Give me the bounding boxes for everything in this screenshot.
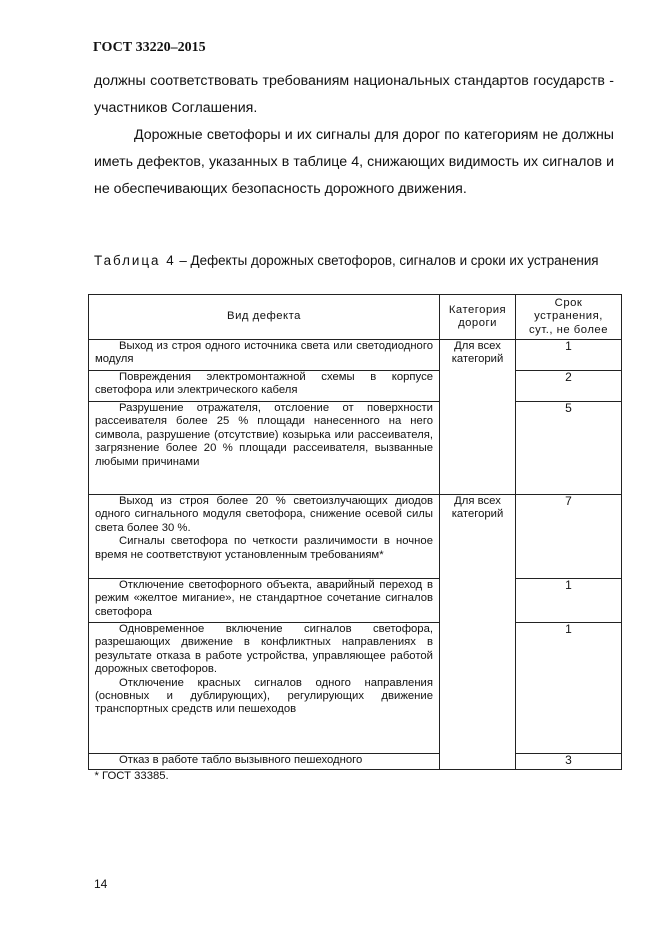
category-cell: Для всех категорий xyxy=(440,340,516,495)
defect-cell: Отказ в работе табло вызывного пешеходного xyxy=(89,754,440,770)
table-row xyxy=(89,579,622,623)
defect-cell: Отключение светофорного объекта, аварийный переход в режим «желтое мигание», не стандартное сочетание сигналов светофора xyxy=(89,579,440,623)
defect-cell: Выход из строя одного источника света или светодиодного модуля xyxy=(89,340,440,371)
header-term: Срок устранения, сут., не более xyxy=(516,295,622,340)
category-cell: Для всех категорий xyxy=(440,495,516,770)
table-caption xyxy=(94,253,614,269)
defect-cell: Одновременное включение сигналов светофора, разрешающих движение в конфликтных направлениях в результате отказа в работе устройства, управляющее работой дорожных светофоров. Отключение красных сигналов одного направления (основных и дублирующих), регулирующих движение транспортных средств или пешеходов xyxy=(89,623,440,754)
paragraph-2: Дорожные светофоры и их сигналы для дорог по категориям не должны иметь дефектов, указанных в таблице 4, снижающих видимость их сигналов и не обеспечивающих безопасность дорожного движения. xyxy=(94,127,614,197)
table-caption-number: Таблица 4 xyxy=(94,253,176,268)
table-caption-text: – Дефекты дорожных светофоров, сигналов и сроки их устранения xyxy=(175,253,599,268)
table-row xyxy=(89,495,622,579)
table-header-row xyxy=(89,295,622,340)
table-row xyxy=(89,623,622,754)
table-footnote-row xyxy=(89,770,622,784)
header-defect: Вид дефекта xyxy=(89,295,440,340)
header-category: Категория дороги xyxy=(440,295,516,340)
defect-cell: Повреждения электромонтажной схемы в корпусе светофора или электрического кабеля xyxy=(89,371,440,402)
defect-cell: Выход из строя более 20 % светоизлучающих диодов одного сигнального модуля светофора, снижение осевой силы света более 30 %. Сигналы светофора по четкости различимости в ночное время не соответствуют установленным требованиям* xyxy=(89,495,440,579)
defect-cell: Разрушение отражателя, отслоение от поверхности рассеивателя более 25 % площади нанесенного на него символа, разрушение (отсутствие) козырька или рассеивателя, загрязнение более 20 % площади рассеивателя, вызванные любыми причинами xyxy=(89,402,440,495)
document-header: ГОСТ 33220–2015 xyxy=(93,40,206,55)
table-row xyxy=(89,340,622,371)
term-cell: 1 xyxy=(516,340,622,371)
term-cell: 2 xyxy=(516,371,622,402)
table-row xyxy=(89,754,622,770)
table-row xyxy=(89,402,622,495)
term-cell: 1 xyxy=(516,579,622,623)
term-cell: 5 xyxy=(516,402,622,495)
term-cell: 3 xyxy=(516,754,622,770)
table-row xyxy=(89,371,622,402)
term-cell: 1 xyxy=(516,623,622,754)
paragraph-1: должны соответствовать требованиям национальных стандартов государств - участников Соглашения. xyxy=(94,73,614,116)
term-cell: 7 xyxy=(516,495,622,579)
table-footnote: * ГОСТ 33385. xyxy=(94,770,169,782)
page-number: 14 xyxy=(94,877,108,891)
defects-table xyxy=(88,294,622,783)
